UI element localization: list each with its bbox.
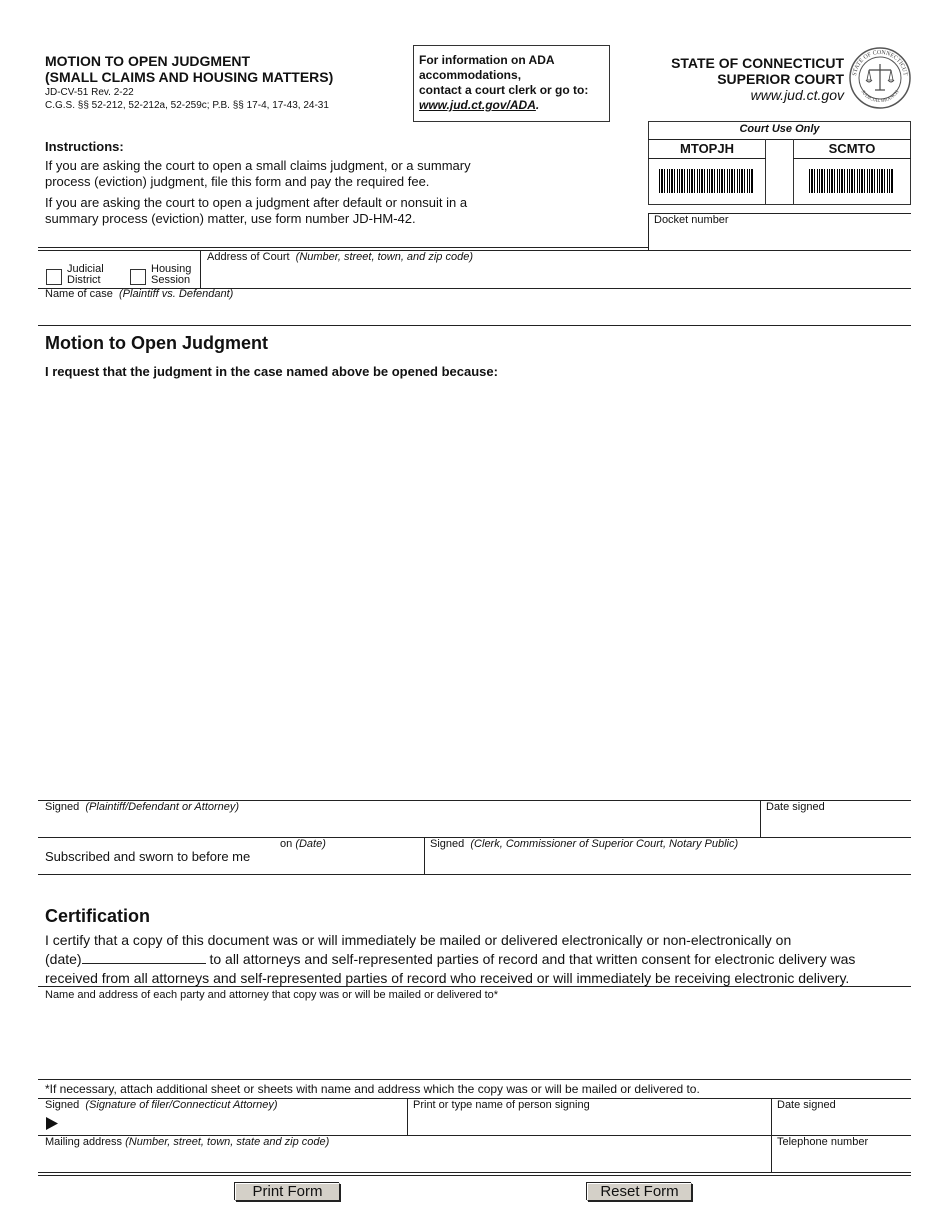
seal-text-bottom: JUDICIAL BRANCH — [859, 89, 901, 105]
judicial-label-2: District — [67, 274, 101, 286]
state-seal-icon — [848, 46, 912, 110]
housing-label-2: Session — [151, 274, 191, 286]
ada-link[interactable]: www.jud.ct.gov/ADA — [419, 98, 536, 112]
state-name: STATE OF CONNECTICUT — [671, 55, 844, 71]
print-form-button[interactable]: Print Form — [235, 1183, 340, 1201]
mailing-address-input[interactable] — [44, 1149, 766, 1171]
certification-date-prefix: (date) — [45, 951, 82, 967]
court-website: www.jud.ct.gov — [750, 87, 844, 103]
certification-date-blank[interactable] — [82, 952, 206, 964]
ada-line-3: contact a court clerk or go to: — [419, 83, 589, 97]
barcode-1 — [659, 169, 754, 193]
telephone-input[interactable] — [776, 1149, 906, 1171]
case-name-input[interactable] — [44, 301, 906, 323]
instructions-heading: Instructions: — [45, 139, 124, 154]
certification-heading: Certification — [45, 906, 151, 926]
motion-heading: Motion to Open Judgment — [45, 333, 268, 353]
ada-line-2: accommodations, — [419, 68, 522, 82]
clerk-signature-input[interactable] — [430, 851, 906, 873]
date-signed-label: Date signed — [766, 801, 825, 813]
on-label: on — [280, 838, 293, 850]
parties-textarea[interactable] — [44, 1003, 906, 1075]
seal-text-top: STATE OF CONNECTICUT — [852, 49, 908, 77]
attach-note: *If necessary, attach additional sheet or sheets with name and address which the copy was or will be mailed or delivered to. — [45, 1082, 700, 1096]
court-use-title: Court Use Only — [739, 123, 820, 135]
on-date-hint: (Date) — [295, 838, 326, 850]
motion-reason-textarea[interactable] — [44, 384, 906, 794]
court-address-input[interactable] — [206, 264, 906, 286]
telephone-label: Telephone number — [777, 1136, 869, 1148]
form-subtitle: (SMALL CLAIMS AND HOUSING MATTERS) — [45, 69, 334, 85]
court-address-hint: (Number, street, town, and zip code) — [295, 251, 473, 263]
signed-label: Signed — [45, 801, 80, 813]
filer-date-signed-label: Date signed — [777, 1099, 836, 1111]
filer-signature-input[interactable] — [62, 1112, 402, 1134]
instructions-para2-line1: If you are asking the court to open a judgment after default or nonsuit in a — [45, 195, 468, 210]
docket-number-input[interactable] — [652, 227, 907, 247]
signature-input[interactable] — [44, 814, 754, 836]
filer-signed-label: Signed — [45, 1099, 80, 1111]
motion-request: I request that the judgment in the case named above be opened because: — [45, 364, 498, 379]
form-number: JD-CV-51 Rev. 2-22 — [45, 87, 134, 98]
date-signed-input[interactable] — [765, 814, 907, 836]
judicial-district-checkbox[interactable] — [46, 269, 62, 285]
print-name-label: Print or type name of person signing — [413, 1099, 590, 1111]
clerk-signed-label: Signed — [430, 838, 465, 850]
signed-hint: (Plaintiff/Defendant or Attorney) — [85, 801, 240, 813]
court-code-1: MTOPJH — [680, 141, 734, 156]
sworn-date-input[interactable] — [278, 851, 420, 873]
parties-label: Name and address of each party and attorney that copy was or will be mailed or delivered to* — [45, 989, 499, 1001]
court-name: SUPERIOR COURT — [717, 71, 844, 87]
filer-signed-hint: (Signature of filer/Connecticut Attorney) — [85, 1099, 278, 1111]
judicial-label-1: Judicial — [67, 263, 104, 275]
instructions-para2-line2: summary process (eviction) matter, use form number JD-HM-42. — [45, 211, 416, 226]
court-address-label: Address of Court — [207, 251, 290, 263]
print-name-input[interactable] — [412, 1112, 766, 1134]
certification-line-1: I certify that a copy of this document was or will immediately be mailed or delivered electronically or non-electronically on — [45, 932, 792, 948]
case-name-label: Name of case — [45, 288, 113, 300]
case-name-hint: (Plaintiff vs. Defendant) — [119, 288, 234, 300]
clerk-signed-hint: (Clerk, Commissioner of Superior Court, Notary Public) — [470, 838, 739, 850]
docket-label: Docket number — [654, 214, 729, 226]
form-title: MOTION TO OPEN JUDGMENT — [45, 53, 251, 69]
housing-label-1: Housing — [151, 263, 192, 275]
court-code-2: SCMTO — [828, 141, 876, 156]
statutes: C.G.S. §§ 52-212, 52-212a, 52-259c; P.B. §§ 17-4, 17-43, 24-31 — [45, 100, 329, 111]
housing-session-checkbox[interactable] — [130, 269, 146, 285]
certification-line-3: received from all attorneys and self-represented parties of record who received or will immediately be receiving electronic delivery. — [45, 970, 850, 986]
ada-period: . — [535, 98, 540, 112]
barcode-2 — [809, 169, 894, 193]
mailing-address-hint: (Number, street, town, state and zip code) — [125, 1136, 330, 1148]
sworn-text: Subscribed and sworn to before me — [45, 849, 251, 864]
reset-form-button[interactable]: Reset Form — [587, 1183, 692, 1201]
ada-line-1: For information on ADA — [419, 53, 555, 67]
instructions-para1-line2: process (eviction) judgment, file this form and pay the required fee. — [45, 174, 430, 189]
signature-arrow-icon — [46, 1117, 58, 1130]
mailing-address-label: Mailing address — [45, 1136, 123, 1148]
instructions-para1-line1: If you are asking the court to open a small claims judgment, or a summary — [45, 158, 471, 173]
filer-date-signed-input[interactable] — [776, 1112, 906, 1134]
certification-line-2: to all attorneys and self-represented parties of record and that written consent for electronic delivery was — [205, 951, 856, 967]
